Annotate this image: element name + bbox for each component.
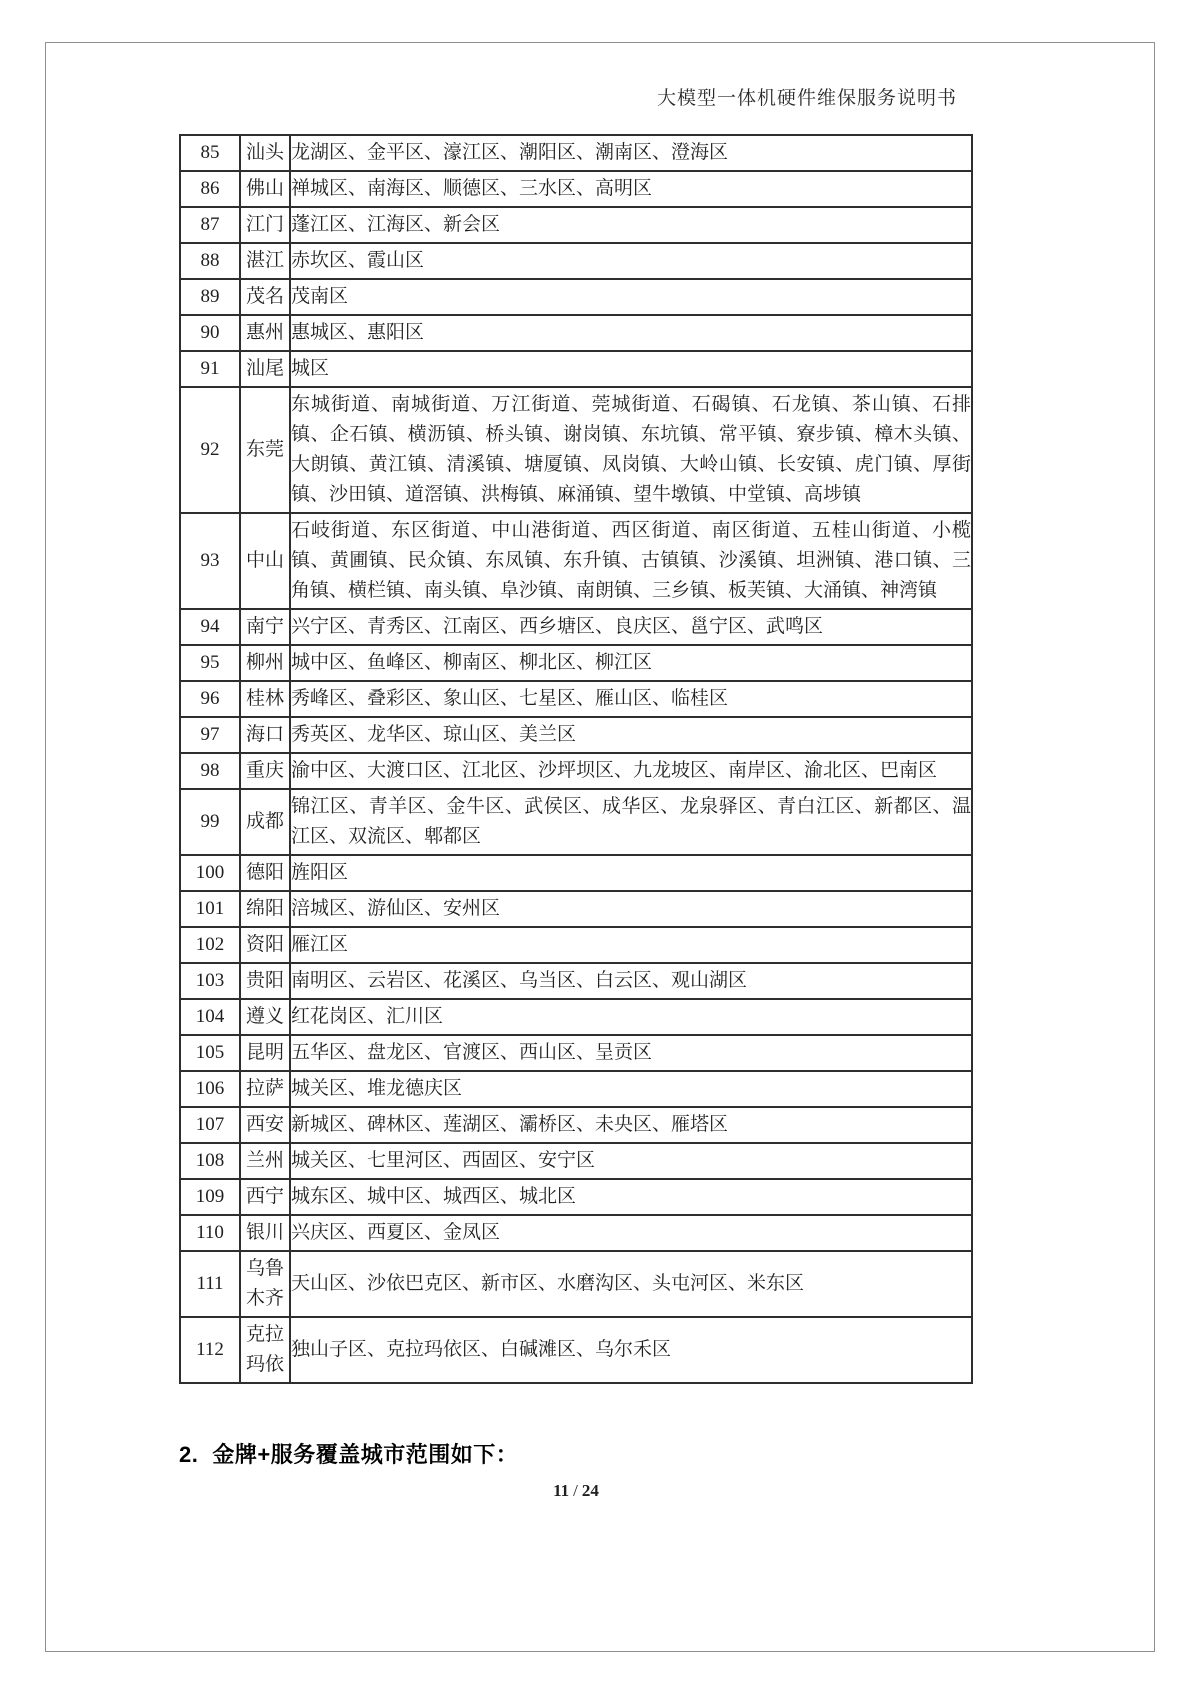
cell-no: 112 xyxy=(180,1317,240,1383)
cell-city: 佛山 xyxy=(240,171,290,207)
cell-city: 遵义 xyxy=(240,999,290,1035)
table-row xyxy=(180,315,972,351)
cell-no: 92 xyxy=(180,387,240,513)
cell-no: 86 xyxy=(180,171,240,207)
table-row xyxy=(180,609,972,645)
cell-districts: 惠城区、惠阳区 xyxy=(290,315,972,351)
cell-no: 88 xyxy=(180,243,240,279)
cell-city: 拉萨 xyxy=(240,1071,290,1107)
cell-city: 兰州 xyxy=(240,1143,290,1179)
cell-districts: 城东区、城中区、城西区、城北区 xyxy=(290,1179,972,1215)
cell-city: 西安 xyxy=(240,1107,290,1143)
cell-districts: 旌阳区 xyxy=(290,855,972,891)
cell-no: 102 xyxy=(180,927,240,963)
cell-city: 南宁 xyxy=(240,609,290,645)
cell-districts: 蓬江区、江海区、新会区 xyxy=(290,207,972,243)
cell-city: 绵阳 xyxy=(240,891,290,927)
table-row xyxy=(180,243,972,279)
table-row xyxy=(180,855,972,891)
cell-city: 德阳 xyxy=(240,855,290,891)
cell-districts: 新城区、碑林区、莲湖区、灞桥区、未央区、雁塔区 xyxy=(290,1107,972,1143)
cell-city: 乌鲁木齐 xyxy=(240,1251,290,1317)
table-row xyxy=(180,1317,972,1383)
table-row xyxy=(180,717,972,753)
page-number-total: 24 xyxy=(581,1481,599,1500)
cell-city: 中山 xyxy=(240,513,290,609)
cell-no: 105 xyxy=(180,1035,240,1071)
table-row xyxy=(180,1179,972,1215)
cell-no: 110 xyxy=(180,1215,240,1251)
cell-districts: 城中区、鱼峰区、柳南区、柳北区、柳江区 xyxy=(290,645,972,681)
table-row xyxy=(180,1107,972,1143)
coverage-table-body xyxy=(180,135,972,1383)
cell-no: 109 xyxy=(180,1179,240,1215)
cell-districts: 秀英区、龙华区、琼山区、美兰区 xyxy=(290,717,972,753)
cell-city: 汕尾 xyxy=(240,351,290,387)
table-row xyxy=(180,387,972,513)
cell-city: 贵阳 xyxy=(240,963,290,999)
cell-city: 柳州 xyxy=(240,645,290,681)
table-row xyxy=(180,891,972,927)
page-border-frame xyxy=(45,42,1155,1652)
cell-no: 95 xyxy=(180,645,240,681)
table-row xyxy=(180,207,972,243)
table-row xyxy=(180,963,972,999)
table-row xyxy=(180,279,972,315)
table-row xyxy=(180,753,972,789)
cell-districts: 雁江区 xyxy=(290,927,972,963)
cell-no: 96 xyxy=(180,681,240,717)
coverage-table xyxy=(179,134,973,1384)
cell-no: 111 xyxy=(180,1251,240,1317)
table-row xyxy=(180,1071,972,1107)
cell-city: 桂林 xyxy=(240,681,290,717)
cell-no: 89 xyxy=(180,279,240,315)
cell-no: 108 xyxy=(180,1143,240,1179)
section-title: 金牌+服务覆盖城市范围如下： xyxy=(212,1442,519,1467)
cell-districts: 赤坎区、霞山区 xyxy=(290,243,972,279)
cell-city: 成都 xyxy=(240,789,290,855)
cell-districts: 五华区、盘龙区、官渡区、西山区、呈贡区 xyxy=(290,1035,972,1071)
cell-city: 湛江 xyxy=(240,243,290,279)
section-number: 2. xyxy=(179,1442,199,1467)
cell-no: 100 xyxy=(180,855,240,891)
page-footer xyxy=(179,1481,973,1501)
cell-districts: 兴庆区、西夏区、金凤区 xyxy=(290,1215,972,1251)
cell-no: 104 xyxy=(180,999,240,1035)
cell-districts: 渝中区、大渡口区、江北区、沙坪坝区、九龙坡区、南岸区、渝北区、巴南区 xyxy=(290,753,972,789)
cell-districts: 红花岗区、汇川区 xyxy=(290,999,972,1035)
cell-no: 99 xyxy=(180,789,240,855)
cell-city: 惠州 xyxy=(240,315,290,351)
table-row xyxy=(180,789,972,855)
cell-city: 茂名 xyxy=(240,279,290,315)
cell-city: 东莞 xyxy=(240,387,290,513)
page-content xyxy=(179,43,973,1469)
section-heading xyxy=(179,1438,973,1469)
cell-districts: 秀峰区、叠彩区、象山区、七星区、雁山区、临桂区 xyxy=(290,681,972,717)
cell-city: 昆明 xyxy=(240,1035,290,1071)
table-row xyxy=(180,351,972,387)
cell-city: 资阳 xyxy=(240,927,290,963)
cell-districts: 城关区、堆龙德庆区 xyxy=(290,1071,972,1107)
cell-districts: 石岐街道、东区街道、中山港街道、西区街道、南区街道、五桂山街道、小榄镇、黄圃镇、民众镇、东凤镇、东升镇、古镇镇、沙溪镇、坦洲镇、港口镇、三角镇、横栏镇、南头镇、阜沙镇、南朗镇、三乡镇、板芙镇、大涌镇、神湾镇 xyxy=(290,513,972,609)
cell-no: 103 xyxy=(180,963,240,999)
cell-no: 97 xyxy=(180,717,240,753)
cell-city: 克拉玛依 xyxy=(240,1317,290,1383)
header-title: 大模型一体机硬件维保服务说明书 xyxy=(656,88,957,109)
cell-districts: 天山区、沙依巴克区、新市区、水磨沟区、头屯河区、米东区 xyxy=(290,1251,972,1317)
cell-districts: 禅城区、南海区、顺德区、三水区、高明区 xyxy=(290,171,972,207)
table-row xyxy=(180,1035,972,1071)
page-number-separator: / xyxy=(573,1481,578,1500)
page-header xyxy=(179,83,973,110)
cell-districts: 兴宁区、青秀区、江南区、西乡塘区、良庆区、邕宁区、武鸣区 xyxy=(290,609,972,645)
table-row xyxy=(180,1251,972,1317)
cell-no: 93 xyxy=(180,513,240,609)
cell-no: 107 xyxy=(180,1107,240,1143)
cell-no: 85 xyxy=(180,135,240,171)
cell-no: 98 xyxy=(180,753,240,789)
table-row xyxy=(180,927,972,963)
cell-city: 西宁 xyxy=(240,1179,290,1215)
cell-districts: 南明区、云岩区、花溪区、乌当区、白云区、观山湖区 xyxy=(290,963,972,999)
table-row xyxy=(180,681,972,717)
cell-city: 江门 xyxy=(240,207,290,243)
table-row xyxy=(180,999,972,1035)
cell-no: 87 xyxy=(180,207,240,243)
cell-no: 101 xyxy=(180,891,240,927)
cell-districts: 茂南区 xyxy=(290,279,972,315)
cell-city: 重庆 xyxy=(240,753,290,789)
table-row xyxy=(180,1143,972,1179)
cell-districts: 锦江区、青羊区、金牛区、武侯区、成华区、龙泉驿区、青白江区、新都区、温江区、双流区、郫都区 xyxy=(290,789,972,855)
table-row xyxy=(180,1215,972,1251)
cell-districts: 东城街道、南城街道、万江街道、莞城街道、石碣镇、石龙镇、茶山镇、石排镇、企石镇、横沥镇、桥头镇、谢岗镇、东坑镇、常平镇、寮步镇、樟木头镇、大朗镇、黄江镇、清溪镇、塘厦镇、凤岗镇、大岭山镇、长安镇、虎门镇、厚街镇、沙田镇、道滘镇、洪梅镇、麻涌镇、望牛墩镇、中堂镇、高埗镇 xyxy=(290,387,972,513)
cell-districts: 城关区、七里河区、西固区、安宁区 xyxy=(290,1143,972,1179)
cell-districts: 城区 xyxy=(290,351,972,387)
cell-city: 汕头 xyxy=(240,135,290,171)
cell-city: 银川 xyxy=(240,1215,290,1251)
cell-no: 90 xyxy=(180,315,240,351)
cell-no: 91 xyxy=(180,351,240,387)
table-row xyxy=(180,171,972,207)
table-row xyxy=(180,513,972,609)
page-number-current: 11 xyxy=(553,1481,570,1500)
table-row xyxy=(180,645,972,681)
cell-districts: 龙湖区、金平区、濠江区、潮阳区、潮南区、澄海区 xyxy=(290,135,972,171)
cell-city: 海口 xyxy=(240,717,290,753)
cell-districts: 涪城区、游仙区、安州区 xyxy=(290,891,972,927)
cell-districts: 独山子区、克拉玛依区、白碱滩区、乌尔禾区 xyxy=(290,1317,972,1383)
cell-no: 94 xyxy=(180,609,240,645)
table-row xyxy=(180,135,972,171)
cell-no: 106 xyxy=(180,1071,240,1107)
